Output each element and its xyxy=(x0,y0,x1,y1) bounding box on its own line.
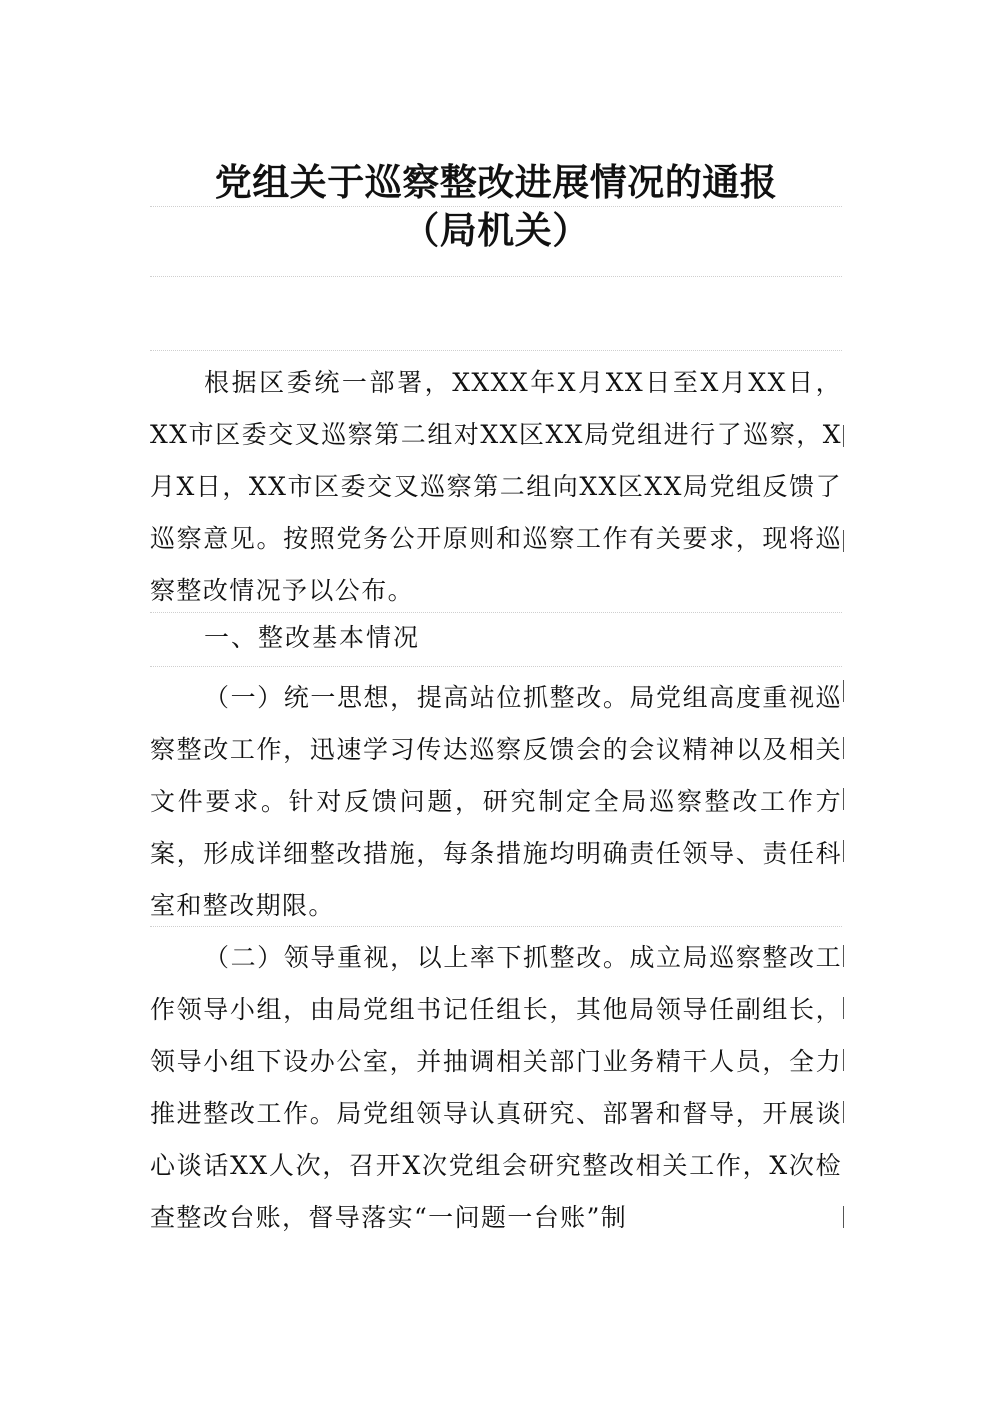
intro-paragraph: 根据区委统一部署，XXXX年X月XX日至X月XX日，XX市区委交叉巡察第二组对XX区XX局党组进行了巡察，X月X日，XX市区委交叉巡察第二组向XX区XX局党组反馈了巡察意见。按照党务公开原则和巡察工作有关要求，现将巡察整改情况予以公布。 xyxy=(150,368,842,605)
document-title: 党组关于巡察整改进展情况的通报 xyxy=(214,161,778,204)
item-one-paragraph: （一）统一思想，提高站位抓整改。局党组高度重视巡察整改工作，迅速学习传达巡察反馈会的会议精神以及相关文件要求。针对反馈问题，研究制定全局巡察整改工作方案，形成详细整改措施，每条措施均明确责任领导、责任科室和整改期限。 xyxy=(150,683,842,920)
divider xyxy=(150,276,842,277)
margin-mark xyxy=(843,997,844,1019)
section-heading: 一、整改基本情况 xyxy=(204,623,421,652)
margin-mark xyxy=(843,1049,844,1071)
margin-mark xyxy=(843,945,844,967)
margin-mark xyxy=(843,788,844,810)
margin-mark xyxy=(843,425,844,447)
margin-mark xyxy=(843,1101,844,1123)
divider xyxy=(150,350,842,351)
item-two-paragraph: （二）领导重视，以上率下抓整改。成立局巡察整改工作领导小组，由局党组书记任组长，其他局领导任副组长，领导小组下设办公室，并抽调相关部门业务精干人员，全力推进整改工作。局党组领导认真研究、部署和督导，开展谈心谈话XX人次，召开X次党组会研究整改相关工作，X次检查整改台账，督导落实“一问题一台账”制 xyxy=(150,943,842,1232)
margin-mark xyxy=(843,840,844,862)
margin-mark xyxy=(843,530,844,552)
divider xyxy=(150,666,842,667)
margin-mark xyxy=(843,680,844,702)
document-subtitle: （局机关） xyxy=(402,209,590,252)
margin-mark xyxy=(843,737,844,759)
divider xyxy=(150,926,842,927)
margin-mark xyxy=(843,1206,844,1228)
